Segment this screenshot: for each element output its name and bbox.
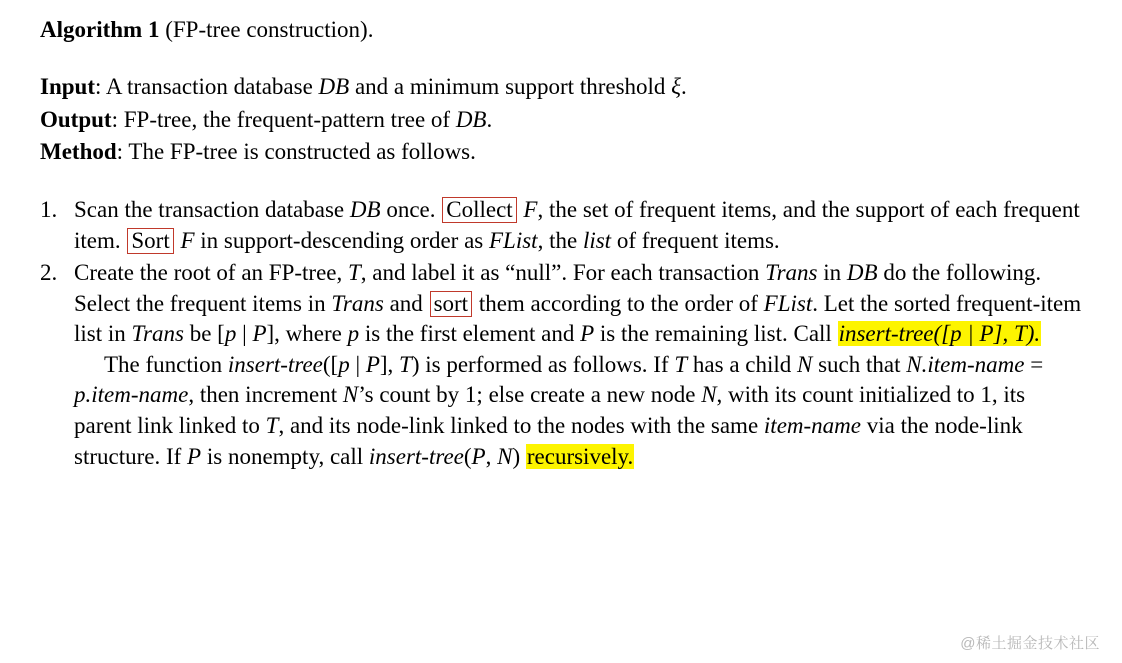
step-1-seg-7: , the bbox=[537, 227, 583, 253]
io-block bbox=[40, 71, 1082, 169]
step-1-it-1: DB bbox=[349, 197, 381, 223]
input-xi: ξ bbox=[671, 74, 682, 100]
step-1-seg-6: in support-descending order as bbox=[194, 227, 489, 253]
input-label: Input bbox=[40, 74, 95, 100]
annotation-box-collect: Collect bbox=[442, 197, 516, 223]
p2-seg-5: be [ bbox=[183, 321, 225, 347]
step-2-seg-3: in bbox=[817, 260, 847, 286]
step-1-it-5: list bbox=[582, 227, 612, 253]
p3-seg-6: has a child bbox=[687, 351, 798, 377]
step-2-paragraph-3 bbox=[74, 350, 1082, 472]
p3-seg-2: ([ bbox=[322, 351, 339, 377]
p3-it-6: N bbox=[797, 351, 813, 377]
p3-seg-10: ’s count by 1; else create a new node bbox=[358, 382, 702, 408]
p2-seg-8: is the first element and bbox=[359, 321, 581, 347]
step-2-text bbox=[74, 258, 1082, 289]
p3-seg-14: is nonempty, call bbox=[201, 443, 369, 469]
p3-it-12: item-name bbox=[763, 413, 861, 439]
p2-it-5: P bbox=[252, 321, 267, 347]
step-2-seg-4: do the following. bbox=[877, 260, 1042, 286]
step-2-it-3: DB bbox=[846, 260, 878, 286]
step-2-it-2: Trans bbox=[765, 260, 818, 286]
step-2 bbox=[40, 258, 1082, 472]
output-label: Output bbox=[40, 106, 112, 132]
output-text-1: : FP-tree, the frequent-pattern tree of bbox=[111, 106, 456, 132]
p3-seg-5: ) is performed as follows. If bbox=[411, 351, 675, 377]
p3-seg-9: , then increment bbox=[188, 382, 343, 408]
step-2-seg-2: , and label it as “null”. For each transaction bbox=[360, 260, 766, 286]
p2-it-2: FList bbox=[763, 290, 813, 316]
p3-it-9: N bbox=[342, 382, 359, 408]
method-line bbox=[40, 136, 1082, 169]
p3-it-1: insert‐tree bbox=[227, 351, 323, 377]
output-line bbox=[40, 104, 1082, 137]
p3-seg-15: ( bbox=[463, 443, 472, 469]
step-1-text bbox=[74, 195, 1082, 256]
p3-seg-8: = bbox=[1024, 351, 1044, 377]
p3-it-11: T bbox=[265, 413, 279, 439]
p2-seg-4: . Let the sorted frequent-item list in bbox=[74, 290, 1082, 347]
step-1-seg-4: , the set of frequent items, and the support of each frequent item. bbox=[74, 197, 1080, 253]
watermark: @稀土掘金技术社区 bbox=[960, 635, 1100, 652]
p3-it-14: insert‐tree bbox=[368, 443, 464, 469]
step-1 bbox=[40, 195, 1082, 256]
algorithm-steps bbox=[40, 195, 1082, 472]
p2-it-3: Trans bbox=[131, 321, 184, 347]
step-1-seg-2: once. bbox=[380, 197, 436, 223]
algorithm-title bbox=[40, 14, 1082, 45]
input-text-3: . bbox=[681, 74, 687, 100]
p3-seg-1: The function bbox=[104, 351, 228, 377]
p2-it-7: P bbox=[580, 321, 595, 347]
p2-seg-1: Select the frequent items in bbox=[74, 290, 332, 316]
annotation-highlight-recursively: recursively. bbox=[526, 443, 634, 469]
annotation-box-sort-2: sort bbox=[430, 291, 473, 317]
p3-seg-16: , bbox=[485, 443, 498, 469]
input-text-2: and a minimum support threshold bbox=[349, 74, 672, 100]
step-1-seg-8: of frequent items. bbox=[611, 227, 780, 253]
step-2-number: 2. bbox=[40, 260, 58, 286]
p2-seg-6: | bbox=[236, 321, 253, 347]
p3-it-4: T bbox=[399, 351, 412, 377]
p3-seg-3: | bbox=[349, 351, 366, 377]
p2-seg-2: and bbox=[383, 290, 429, 316]
p3-it-10: N bbox=[701, 382, 717, 408]
step-1-it-4: FList bbox=[489, 227, 538, 253]
step-1-it-3: F bbox=[180, 227, 195, 253]
p3-it-5: T bbox=[674, 351, 688, 377]
p2-it-6: p bbox=[347, 321, 360, 347]
p2-it-1: Trans bbox=[331, 290, 384, 316]
p2-seg-9: is the remaining list. Call bbox=[594, 321, 838, 347]
method-label: Method bbox=[40, 139, 117, 165]
algorithm-title-label: Algorithm 1 bbox=[40, 17, 160, 42]
step-1-seg-1: Scan the transaction database bbox=[74, 197, 350, 223]
annotation-highlight-insert-tree: insert‐tree([p | P], T). bbox=[838, 321, 1041, 347]
algorithm-title-rest: (FP-tree construction). bbox=[165, 17, 374, 42]
step-2-paragraph-2 bbox=[74, 289, 1082, 350]
output-text-2: . bbox=[486, 106, 493, 132]
p2-seg-7: ], where bbox=[266, 321, 348, 347]
p3-seg-12: , and its node-link linked to the nodes with the same bbox=[278, 413, 764, 439]
p3-it-15: P bbox=[471, 443, 486, 469]
annotation-box-sort: Sort bbox=[127, 228, 173, 254]
step-2-seg-1: Create the root of an FP-tree, bbox=[74, 260, 348, 286]
p3-seg-17: ) bbox=[512, 443, 526, 469]
p3-it-16: N bbox=[497, 443, 513, 469]
p3-seg-4: ], bbox=[379, 351, 400, 377]
method-text: : The FP-tree is constructed as follows. bbox=[116, 139, 476, 165]
p3-seg-7: such that bbox=[812, 351, 907, 377]
p3-it-3: P bbox=[365, 351, 380, 377]
p2-it-4: p bbox=[224, 321, 237, 347]
p3-it-7: N.item-name bbox=[906, 351, 1025, 377]
step-1-it-2: F bbox=[523, 197, 538, 223]
input-text-1: : A transaction database bbox=[94, 74, 319, 100]
p3-seg-11: , with its count initialized to 1, its parent link linked to bbox=[74, 382, 1026, 439]
p3-it-2: p bbox=[338, 351, 350, 377]
input-db: DB bbox=[318, 74, 350, 100]
input-line bbox=[40, 71, 1082, 104]
p3-it-8: p.item-name bbox=[74, 382, 189, 408]
step-2-it-1: T bbox=[348, 260, 361, 286]
p2-seg-3: them according to the order of bbox=[473, 290, 764, 316]
p3-seg-13: via the node-link structure. If bbox=[74, 413, 1023, 469]
step-1-number: 1. bbox=[40, 197, 58, 223]
p3-it-13: P bbox=[187, 443, 202, 469]
output-db: DB bbox=[455, 106, 487, 132]
